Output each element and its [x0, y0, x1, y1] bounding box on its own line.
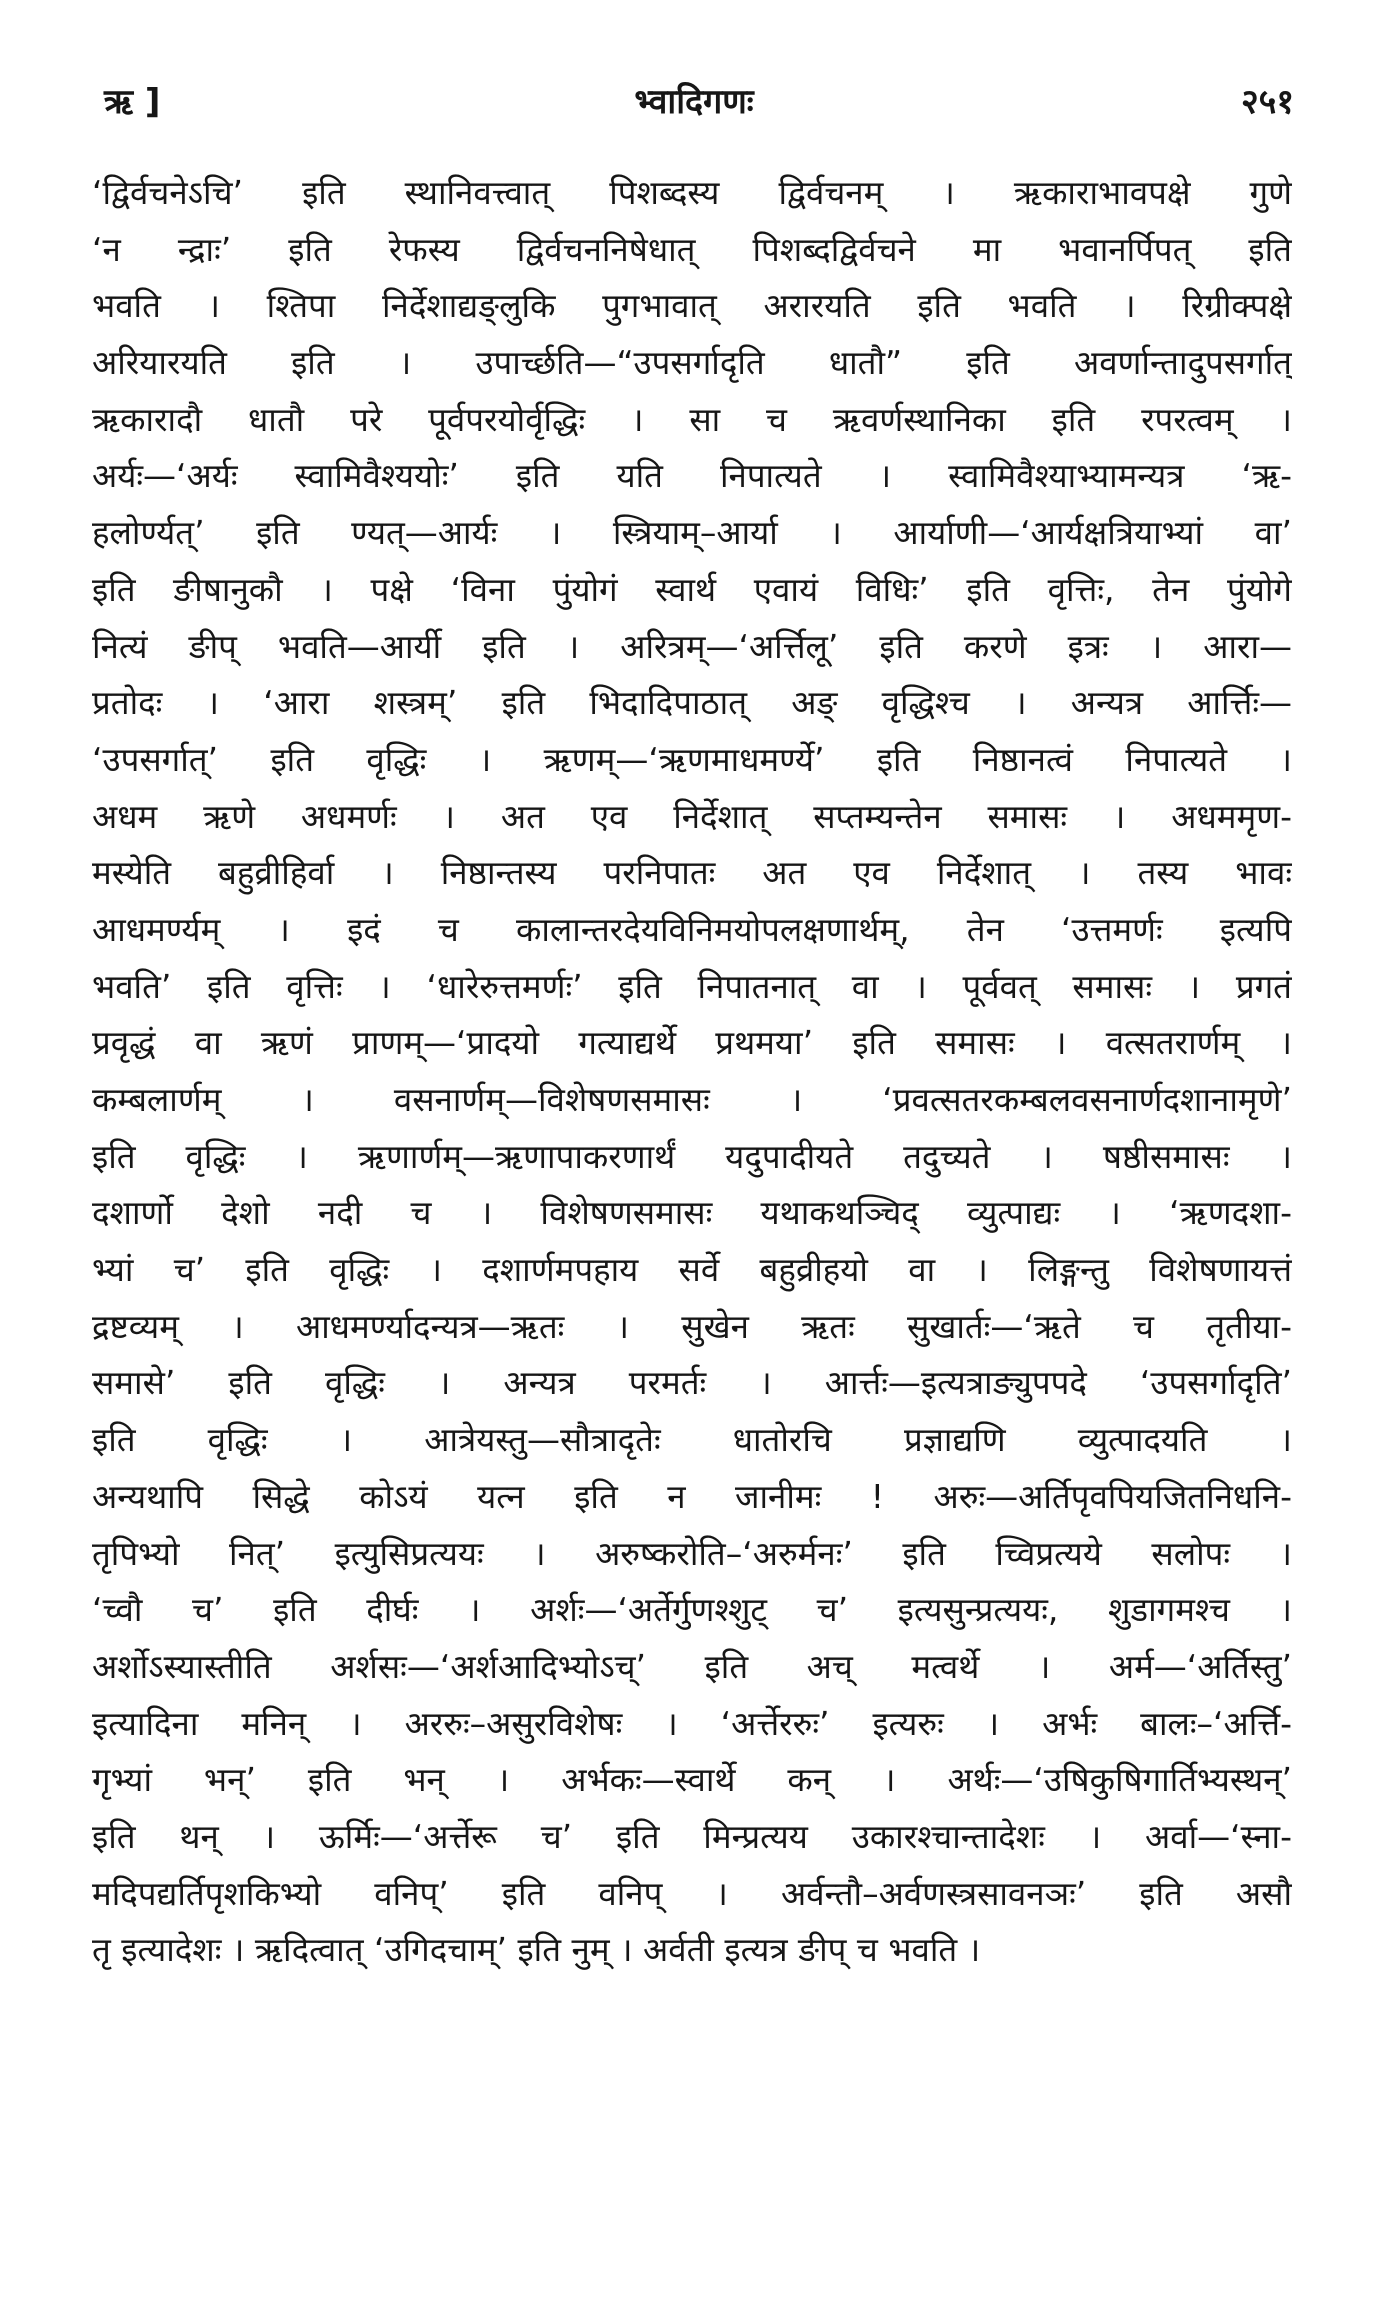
text-line: हलोर्ण्यत्’ इति ण्यत्—आर्यः । स्त्रियाम्–आर्या । आर्याणी—‘आर्यक्षत्रियाभ्यां वा’ [92, 513, 1292, 553]
section-marker: ऋ ] [104, 82, 161, 122]
text-line: ‘च्वौ च’ इति दीर्घः । अर्शः—‘अर्तेर्गुणश्शुट् च’ इत्यसुन्प्रत्ययः, शुडागमश्च । [92, 1590, 1292, 1630]
text-line: गृभ्यां भन्’ इति भन् । अर्भकः—स्वार्थे कन् । अर्थः—‘उषिकुषिगार्तिभ्यस्थन्’ [92, 1760, 1292, 1800]
text-line: इति ङीषानुकौ । पक्षे ‘विना पुंयोगं स्वार्थ एवायं विधिः’ इति वृत्तिः, तेन पुंयोगे [92, 569, 1292, 609]
text-line: ‘न न्द्राः’ इति रेफस्य द्विर्वचननिषेधात् पिशब्दद्विर्वचने मा भवानर्पिपत् इति [92, 229, 1292, 269]
text-line: अर्यः—‘अर्यः स्वामिवैश्ययोः’ इति यति निपात्यते । स्वामिवैश्याभ्यामन्यत्र ‘ऋ- [92, 456, 1292, 496]
text-line: ‘द्विर्वचनेऽचि’ इति स्थानिवत्त्वात् पिशब्दस्य द्विर्वचनम् । ऋकाराभावपक्षे गुणे [92, 173, 1292, 212]
page-header [88, 72, 1300, 132]
page-number: २५१ [1240, 82, 1294, 122]
text-line: मस्येति बहुव्रीहिर्वा । निष्ठान्तस्य परनिपातः अत एव निर्देशात् । तस्य भावः [92, 853, 1292, 893]
text-line: इत्यादिना मनिन् । अररुः–असुरविशेषः । ‘अर्त्तेररुः’ इत्यरुः । अर्भः बालः–‘अर्त्ति- [92, 1703, 1292, 1743]
text-line: ऋकारादौ धातौ परे पूर्वपरयोर्वृद्धिः । सा च ऋवर्णस्थानिका इति रपरत्वम् । [92, 399, 1292, 439]
text-line: प्रतोदः । ‘आरा शस्त्रम्’ इति भिदादिपाठात् अङ् वृद्धिश्च । अन्यत्र आर्त्तिः— [92, 683, 1292, 723]
text-line: द्रष्टव्यम् । आधमर्ण्यादन्यत्र—ऋतः । सुखेन ऋतः सुखार्तः—‘ऋते च तृतीया- [92, 1306, 1292, 1346]
text-line: तृ इत्यादेशः । ऋदित्वात् ‘उगिदचाम्’ इति नुम् । अर्वती इत्यत्र ङीप् च भवति । [92, 1930, 981, 1970]
text-line: अधम ऋणे अधमर्णः । अत एव निर्देशात् सप्तम्यन्तेन समासः । अधममृण- [92, 796, 1292, 836]
running-title: भ्वादिगणः [634, 82, 754, 122]
text-line: भवति’ इति वृत्तिः । ‘धारेरुत्तमर्णः’ इति निपातनात् वा । पूर्ववत् समासः । प्रगतं [92, 966, 1292, 1006]
text-line: भवति । श्तिपा निर्देशाद्यङ्लुकि पुगभावात् अरारयति इति भवति । रिग्रीक्पक्षे [92, 286, 1292, 326]
text-line: आधमर्ण्यम् । इदं च कालान्तरदेयविनिमयोपलक्षणार्थम्, तेन ‘उत्तमर्णः इत्यपि [92, 909, 1292, 949]
text-line: तृपिभ्यो नित्’ इत्युसिप्रत्ययः । अरुष्करोति–‘अरुर्मनः’ इति च्विप्रत्यये सलोपः । [92, 1533, 1292, 1573]
text-line: ‘उपसर्गात्’ इति वृद्धिः । ऋणम्—‘ऋणमाधमर्ण्ये’ इति निष्ठानत्वं निपात्यते । [92, 739, 1292, 779]
text-line: प्रवृद्धं वा ऋणं प्राणम्—‘प्रादयो गत्याद्यर्थे प्रथमया’ इति समासः । वत्सतरार्णम् । [92, 1023, 1292, 1063]
text-line: इति थन् । ऊर्मिः—‘अर्त्तेरू च’ इति मिन्प्रत्यय उकारश्चान्तादेशः । अर्वा—‘स्ना- [92, 1816, 1292, 1856]
text-line: इति वृद्धिः । आत्रेयस्तु—सौत्रादृतेः धातोरचि प्रज्ञाद्यणि व्युत्पादयति । [92, 1420, 1292, 1460]
text-line: अर्शोऽस्यास्तीति अर्शसः—‘अर्शआदिभ्योऽच्’ इति अच् मत्वर्थे । अर्म—‘अर्तिस्तु’ [92, 1646, 1292, 1686]
text-line: भ्यां च’ इति वृद्धिः । दशार्णमपहाय सर्वे बहुव्रीहयो वा । लिङ्गन्तु विशेषणायत्तं [92, 1250, 1292, 1290]
text-line: अरियारयति इति । उपार्च्छति—“उपसर्गादृति धातौ” इति अवर्णान्तादुपसर्गात् [92, 343, 1292, 383]
text-line: इति वृद्धिः । ऋणार्णम्—ऋणापाकरणार्थं यदुपादीयते तदुच्यते । षष्ठीसमासः । [92, 1136, 1292, 1176]
text-line: समासे’ इति वृद्धिः । अन्यत्र परमर्तः । आर्त्तः—इत्यत्राङ्युपपदे ‘उपसर्गादृति’ [92, 1363, 1292, 1403]
text-line: मदिपद्यर्तिपृशकिभ्यो वनिप्’ इति वनिप् । अर्वन्तौ–अर्वणस्त्रसावनञः’ इति असौ [92, 1873, 1292, 1913]
text-line: नित्यं ङीप् भवति—आर्यी इति । अरित्रम्—‘अर्त्तिलू’ इति करणे इत्रः । आरा— [92, 626, 1292, 666]
body-text [92, 165, 1292, 1979]
text-line: कम्बलार्णम् । वसनार्णम्—विशेषणसमासः । ‘प्रवत्सतरकम्बलवसनार्णदशानामृणे’ [92, 1080, 1292, 1119]
text-line: दशार्णो देशो नदी च । विशेषणसमासः यथाकथञ्चिद् व्युत्पाद्यः । ‘ऋणदशा- [92, 1193, 1292, 1233]
text-line: अन्यथापि सिद्धे कोऽयं यत्न इति न जानीमः ! अरुः—अर्तिपृवपियजितनिधनि- [92, 1476, 1292, 1516]
